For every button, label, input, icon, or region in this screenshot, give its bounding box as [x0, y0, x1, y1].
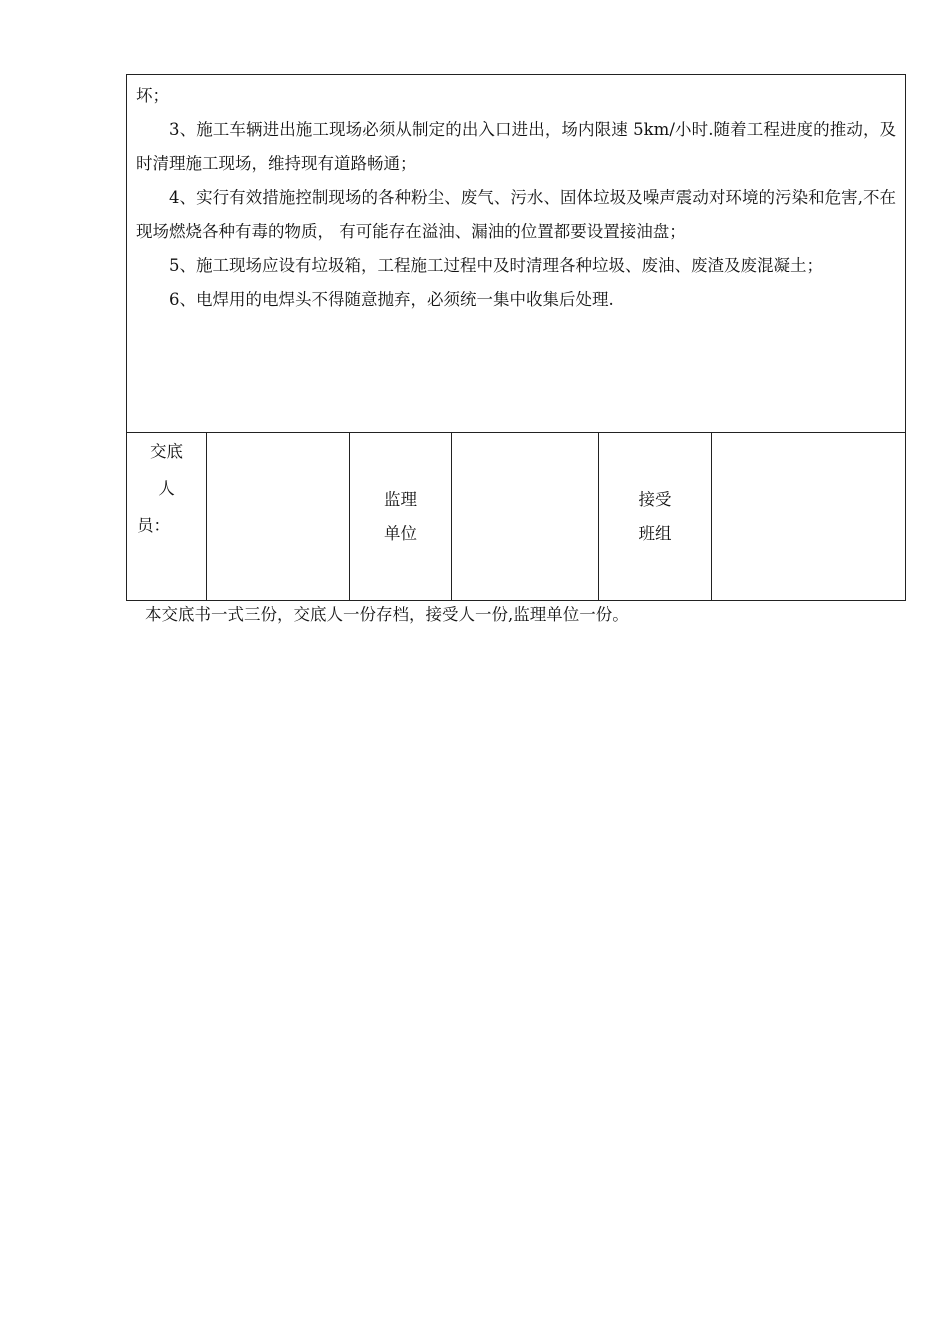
- content-body: [127, 75, 905, 317]
- presenter-label-line3: 员：: [137, 516, 170, 535]
- supervisor-label-line2: 单位: [384, 523, 417, 543]
- presenter-label: [127, 433, 206, 544]
- receiver-label-cell: [599, 433, 712, 601]
- presenter-label-line1: 交底: [150, 442, 183, 461]
- supervisor-signature-field[interactable]: [452, 433, 599, 601]
- paragraph-item-6: 6、电焊用的电焊头不得随意抛弃，必须统一集中收集后处理.: [169, 290, 614, 309]
- supervisor-label: [350, 433, 451, 600]
- paragraph-item-4: 4、实行有效措施控制现场的各种粉尘、废气、污水、固体垃圾及噪声震动对环境的污染和危害,不在现场燃烧各种有毒的物质， 有可能存在溢油、漏油的位置都要设置接油盘；: [136, 188, 897, 241]
- receiver-signature-field[interactable]: [712, 433, 906, 601]
- receiver-label: [599, 433, 711, 600]
- receiver-label-line1: 接受: [638, 489, 672, 509]
- paragraph-continuation: 坏；: [136, 86, 169, 105]
- signature-row: [127, 433, 906, 601]
- receiver-label-line2: 班组: [638, 523, 672, 543]
- content-cell: [127, 75, 906, 433]
- presenter-label-line2: 人: [158, 479, 175, 498]
- paragraph-item-5: 5、施工现场应设有垃圾箱，工程施工过程中及时清理各种垃圾、废油、废渣及废混凝土；: [169, 256, 823, 275]
- supervisor-label-line1: 监理: [384, 489, 417, 509]
- paragraph-item-3: 3、施工车辆进出施工现场必须从制定的出入口进出，场内限速 5km/小时.随着工程进度的推动，及时清理施工现场，维持现有道路畅通；: [136, 120, 897, 173]
- presenter-label-cell: [127, 433, 207, 601]
- supervisor-label-cell: [350, 433, 452, 601]
- disclosure-table: [126, 74, 906, 601]
- footer-note: 本交底书一式三份，交底人一份存档，接受人一份,监理单位一份。: [145, 605, 629, 624]
- presenter-signature-field[interactable]: [207, 433, 350, 601]
